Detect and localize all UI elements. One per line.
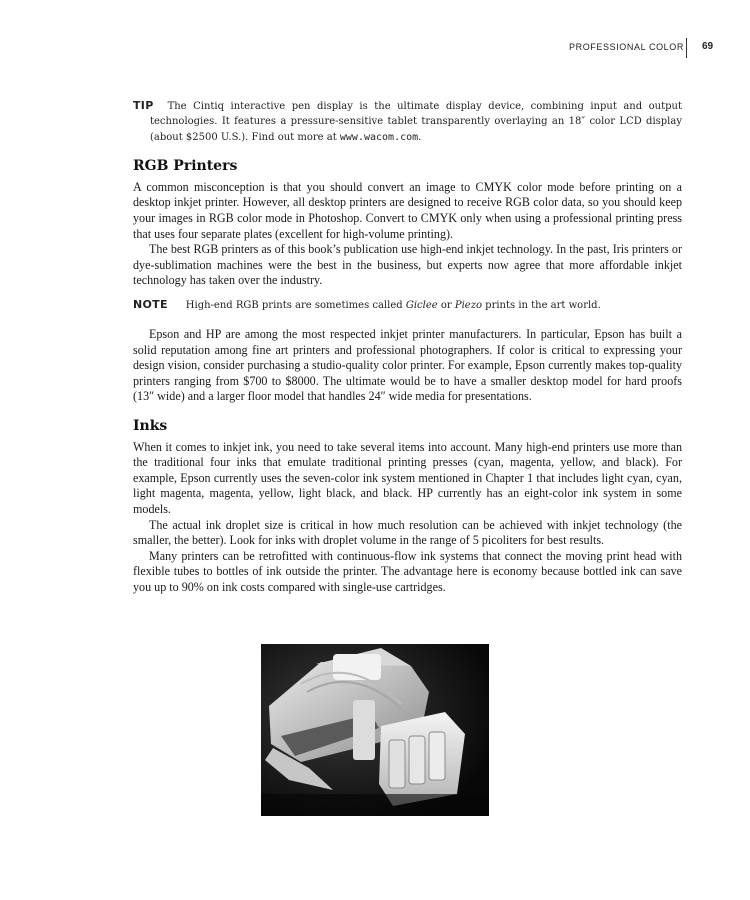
- tip-box: [133, 98, 682, 145]
- note-label: NOTE: [133, 297, 168, 311]
- note-text: High-end RGB prints are sometimes called: [185, 299, 406, 311]
- note-term-giclee: Giclee: [405, 299, 438, 311]
- page-number: 69: [702, 41, 714, 52]
- heading-inks: Inks: [133, 417, 168, 434]
- tip-text-end: .: [418, 131, 422, 143]
- note-text-middle: or: [437, 299, 455, 311]
- tip-url: www.wacom.com: [339, 131, 419, 143]
- rgb-paragraph-2: The best RGB printers as of this book’s publication use high-end inkjet technology. In the past, Iris printers or dye-sublimation machines were the best in the business, but experts now agree that more affordable inkjet technology has taken over the industry.: [133, 242, 682, 288]
- printer-photo-illustration: [261, 644, 489, 816]
- inks-paragraph-3: Many printers can be retrofitted with continuous-flow ink systems that connect the moving print head with flexible tubes to bottles of ink outside the printer. The advantage here is economy because bottled ink can save you up to 90% on ink costs compared with single-use cartridges.: [133, 548, 682, 594]
- note-box: [133, 297, 682, 313]
- rgb-paragraph-3: Epson and HP are among the most respected inkjet printer manufacturers. In particular, Epson has built a solid reputation among fine art printers and professional photographers. If color is critical to expressing your design vision, consider purchasing a studio-quality color printer. For example, Epson currently makes top-quality printers ranging from $700 to $8000. The ultimate would be to have a smaller desktop model for hard proofs (13″ wide) and a larger floor model that handles 24″ wide media for presentations.: [133, 326, 682, 404]
- inks-paragraph-1: When it comes to inkjet ink, you need to take several items into account. Many high-end printers use more than the traditional four inks that emulate traditional printing presses (cyan, magenta, yellow, and black). For example, Epson currently uses the seven-color ink system mentioned in Chapter 1 that includes light cyan, cyan, light magenta, magenta, yellow, light black, and black. HP currently has an eight-color ink system in some models.: [133, 439, 682, 516]
- printer-photo: [261, 644, 489, 816]
- tip-label: TIP: [133, 99, 154, 112]
- rgb-paragraph-1: A common misconception is that you should convert an image to CMYK color mode before printing on a desktop inkjet printer. However, all desktop printers are designed to receive RGB color data, so you should keep your images in RGB color mode in Photoshop. Convert to CMYK only when using a professional printing press that uses four separate plates (excellent for high-volume printing).: [133, 179, 682, 241]
- running-head-title: PROFESSIONAL COLOR: [569, 42, 684, 52]
- heading-rgb-printers: RGB Printers: [133, 158, 238, 175]
- running-head-rule: [686, 38, 687, 58]
- tip-text: The Cintiq interactive pen display is the ultimate display device, combining input and output technologies. It features a pressure-sensitive tablet transparently overlaying an 18″ color LCD display (about $2500 U.S.). Find out more at: [150, 101, 682, 143]
- note-text-end: prints in the art world.: [481, 299, 601, 311]
- page-content: [133, 98, 682, 595]
- inks-paragraph-2: The actual ink droplet size is critical in how much resolution can be achieved with inkjet technology (the smaller, the better). Look for inks with droplet volume in the range of 5 picoliters for best results.: [133, 517, 682, 548]
- note-term-piezo: Piezo: [454, 299, 482, 311]
- running-head: [0, 40, 750, 60]
